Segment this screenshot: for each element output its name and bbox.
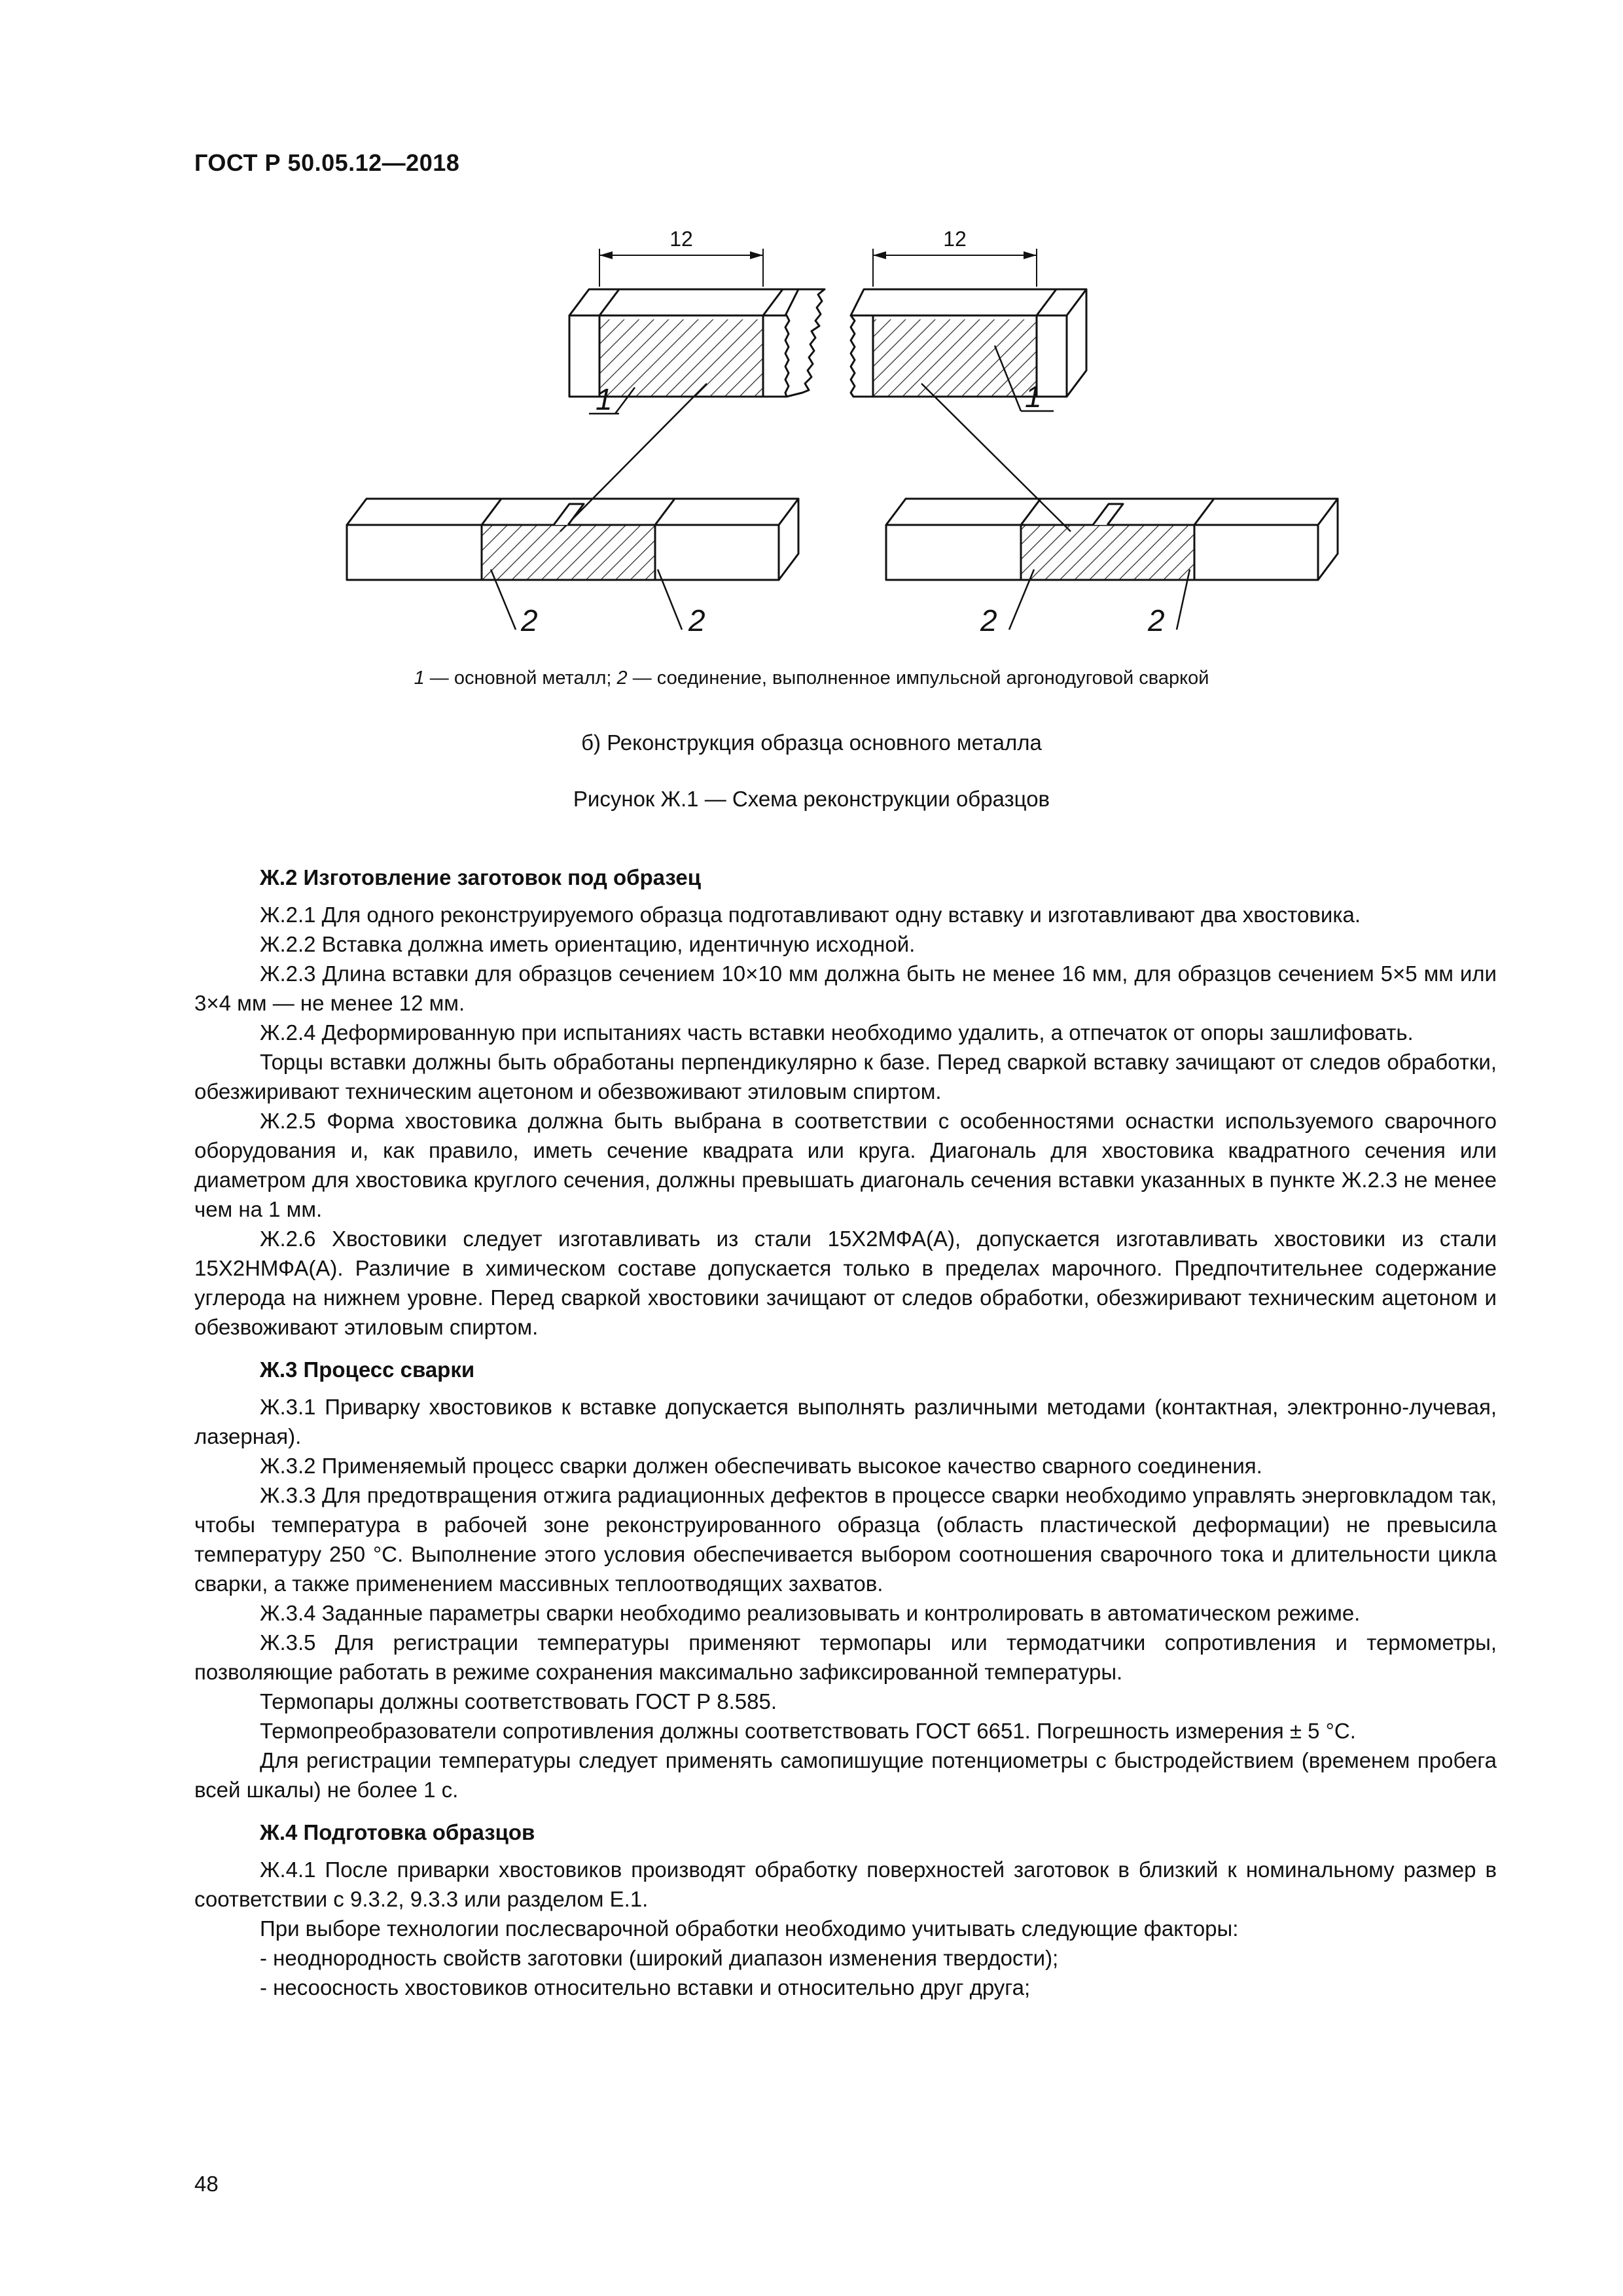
figure-reconstruction-diagram bbox=[327, 216, 1374, 661]
page-number: 48 bbox=[194, 2172, 219, 2196]
paragraph: Ж.2.1 Для одного реконструируемого образца подготавливают одну вставку и изготавливают два хвостовика. bbox=[260, 903, 1361, 927]
paragraph: Термопреобразователи сопротивления должны соответствовать ГОСТ 6651. Погрешность измерения ± 5 °С. bbox=[260, 1719, 1356, 1743]
callout-2-c: 2 bbox=[980, 603, 997, 637]
legend-text-2: — соединение, выполненное импульсной аргонодуговой сваркой bbox=[627, 668, 1209, 689]
figure-legend bbox=[194, 668, 1429, 689]
paragraph: Торцы вставки должны быть обработаны перпендикулярно к базе. Перед сваркой вставку зачищают от следов обработки, обезжиривают техническим ацетоном и обезвоживают этиловым спиртом. bbox=[194, 1050, 1497, 1103]
paragraph: Ж.3.2 Применяемый процесс сварки должен обеспечивать высокое качество сварного соединения. bbox=[260, 1454, 1262, 1478]
paragraph: Ж.2.4 Деформированную при испытаниях часть вставки необходимо удалить, а отпечаток от опоры зашлифовать. bbox=[260, 1020, 1414, 1045]
legend-text-1: — основной металл; bbox=[424, 668, 617, 689]
paragraph: Термопары должны соответствовать ГОСТ Р 8.585. bbox=[260, 1689, 777, 1713]
paragraph: Ж.2.6 Хвостовики следует изготавливать из стали 15Х2МФА(А), допускается изготавливать хвостовики из стали 15Х2НМФА(А). Различие в химическом составе допускается только в пределах марочного. Предпочтительнее содержание углерода на нижнем уровне. Перед сваркой хвостовики зачищают от следов обработки, обезжиривают техническим ацетоном и обезвоживают этиловым спиртом. bbox=[194, 1227, 1497, 1339]
callout-1-right: 1 bbox=[1025, 380, 1042, 414]
paragraph: Ж.3.5 Для регистрации температуры применяют термопары или термодатчики сопротивления и термометры, позволяющие работать в режиме сохранения максимально зафиксированной температуры. bbox=[194, 1630, 1497, 1684]
callout-1-left: 1 bbox=[596, 382, 613, 416]
list-item: - несоосность хвостовиков относительно вставки и относительно друг друга; bbox=[260, 1975, 1031, 2000]
callout-2-b: 2 bbox=[688, 603, 705, 637]
figure-subcaption: б) Реконструкция образца основного металла bbox=[581, 730, 1042, 755]
section-heading-zh4: Ж.4 Подготовка образцов bbox=[260, 1820, 535, 1844]
top-right-block bbox=[851, 249, 1086, 411]
figure-caption: Рисунок Ж.1 — Схема реконструкции образцов bbox=[573, 787, 1050, 811]
callout-2-d: 2 bbox=[1148, 603, 1165, 637]
paragraph: Ж.3.1 Приварку хвостовиков к вставке допускается выполнять различными методами (контактная, электронно-лучевая, лазерная). bbox=[194, 1395, 1497, 1448]
paragraph: Ж.3.4 Заданные параметры сварки необходимо реализовывать и контролировать в автоматическом режиме. bbox=[260, 1601, 1361, 1625]
document-header: ГОСТ Р 50.05.12—2018 bbox=[194, 149, 460, 176]
list-item: - неоднородность свойств заготовки (широкий диапазон изменения твердости); bbox=[260, 1946, 1059, 1970]
callout-2-a: 2 bbox=[521, 603, 538, 637]
paragraph: Ж.2.2 Вставка должна иметь ориентацию, идентичную исходной. bbox=[260, 932, 916, 956]
paragraph: Ж.2.3 Длина вставки для образцов сечением 10×10 мм должна быть не менее 16 мм, для образцов сечением 5×5 мм или 3×4 мм — не менее 12 мм. bbox=[194, 961, 1497, 1015]
dimension-label-right: 12 bbox=[943, 227, 967, 251]
paragraph: Ж.2.5 Форма хвостовика должна быть выбрана в соответствии с особенностями оснастки используемого сварочного оборудования и, как правило, иметь сечение квадрата или круга. Диагональ для хвостовика квадратного сечения или диаметром для хвостовика круглого сечения, должны превышать диагональ сечения вставки указанных в пункте Ж.2.3 не менее чем на 1 мм. bbox=[194, 1109, 1497, 1221]
bottom-left-bar bbox=[347, 499, 798, 630]
document-body bbox=[194, 863, 1497, 2002]
dimension-label-left: 12 bbox=[669, 227, 693, 251]
legend-num-2: 2 bbox=[616, 668, 628, 689]
paragraph: Для регистрации температуры следует применять самопишущие потенциометры с быстродействием (временем пробега всей шкалы) не более 1 с. bbox=[194, 1748, 1497, 1802]
legend-num-1: 1 bbox=[414, 668, 425, 689]
paragraph: При выборе технологии послесварочной обработки необходимо учитывать следующие факторы: bbox=[260, 1916, 1239, 1941]
section-heading-zh2: Ж.2 Изготовление заготовок под образец bbox=[260, 865, 702, 889]
section-heading-zh3: Ж.3 Процесс сварки bbox=[260, 1357, 475, 1382]
paragraph: Ж.4.1 После приварки хвостовиков производят обработку поверхностей заготовок в близкий к номинальному размер в соответствии с 9.3.2, 9.3.3 или разделом Е.1. bbox=[194, 1857, 1497, 1911]
bottom-right-bar bbox=[886, 499, 1338, 630]
paragraph: Ж.3.3 Для предотвращения отжига радиационных дефектов в процессе сварки необходимо управлять энерговкладом так, чтобы температура в рабочей зоне реконструированного образца (область пластической деформации) не превысила температуру 250 °С. Выполнение этого условия обеспечивается выбором соотношения сварочного тока и длительности цикла сварки, а также применением массивных теплоотводящих захватов. bbox=[194, 1483, 1497, 1596]
